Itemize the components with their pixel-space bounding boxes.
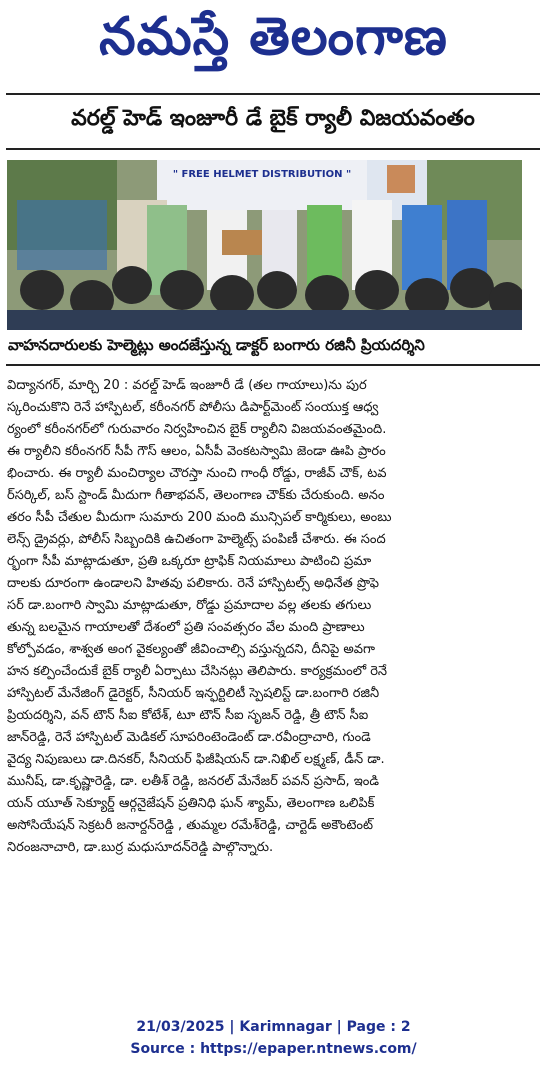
photo-banner-text: " FREE HELMET DISTRIBUTION " xyxy=(172,169,352,180)
body-line: ర్భంగా సీపీ మాట్లాడుతూ, ప్రతి ఒక్కరూ ట్రాఫిక్ నియమాలు పాటించి ప్రమా xyxy=(7,554,372,569)
body-line: నిరంజనాచారి, డా.బుర్ర మధుసూదన్‌రెడ్డి పాల్గొన్నారు. xyxy=(7,840,274,855)
article-headline: వరల్డ్ హెడ్ ఇంజూరీ డే బైక్ ర్యాలీ విజయవంతం xyxy=(71,106,475,131)
body-line: తున్న బలమైన గాయాలతో దేశంలో ప్రతి సంవత్సరం వేల మంది ప్రాణాలు xyxy=(7,620,365,635)
body-line: హాస్పిటల్ మేనేజింగ్ డైరెక్టర్, సీనియర్ ఇన్ఫర్టిలిటీ స్పెషలిస్ట్ డా.బంగారి రజినీ xyxy=(7,686,380,701)
top-divider xyxy=(6,93,540,95)
body-line: యన్ యూత్ సెక్యూర్డ్ ఆర్గనైజేషన్ ప్రతినిధి ఘన్ శ్యామ్, తెలంగాణ ఒలిపిక్ xyxy=(7,796,375,811)
masthead xyxy=(0,8,547,78)
body-line: జాన్‌రెడ్డి, రెనే హాస్పిటల్ మెడికల్ సూపరింటెండెంట్ డా.రవీంద్రాచారి, గుండె xyxy=(7,730,371,745)
body-line: భించారు. ఈ ర్యాలీ మంచిర్యాల చౌరస్తా నుంచి గాంధీ రోడ్డు, రాజీవ్ చౌక్, టవ xyxy=(7,466,387,481)
body-line: సర్ డా.బంగారి స్వామి మాట్లాడుతూ, రోడ్డు ప్రమాదాల వల్ల తలకు తగులు xyxy=(7,598,372,613)
body-line: ప్రియదర్శిని, వన్ టౌన్ సీఐ కోటేశ్, టూ టౌన్ సీఐ సృజన్ రెడ్డి, త్రీ టౌన్ సీఐ xyxy=(7,708,369,723)
body-line: విద్యానగర్, మార్చి 20 : వరల్డ్ హెడ్ ఇంజూరీ డే (తల గాయాలు)ను పుర xyxy=(7,378,367,393)
body-line: ర్‌సర్కిల్, బస్ స్టాండ్ మీదుగా గీతాభవన్, తెలంగాణ చౌక్‌కు చేరుకుంది. అనం xyxy=(7,488,385,503)
body-line: ర్యంలో కరీంనగర్‌లో గురువారం నిర్వహించిన బైక్ ర్యాలీని విజయవంతమైంది. xyxy=(7,422,387,437)
article-photo xyxy=(7,160,522,330)
footer xyxy=(0,1016,547,1060)
body-line: వైద్య నిపుణులు డా.దినకర్, సీనియర్ ఫిజీషియన్ డా.నిఖిల్ లక్ష్మణ్, డీన్ డా. xyxy=(7,752,385,767)
body-line: తరం సీపీ చేతుల మీదుగా సుమారు 200 మంది మున్సిపల్ కార్మికులు, అంబు xyxy=(7,510,392,525)
body-line: ఈ ర్యాలీని కరీంనగర్ సీపీ గౌస్ ఆలం, ఏసీపీ వెంకటస్వామి జెండా ఊపి ప్రారం xyxy=(7,444,386,459)
body-line: స్కరించుకొని రెనే హాస్పిటల్, కరీంనగర్ పోలీసు డిపార్ట్‌మెంట్ సంయుక్త ఆధ్వ xyxy=(7,400,379,415)
body-line: లెన్స్ డ్రైవర్లు, పోలీస్ సిబ్బందికి ఉచితంగా హెల్మెట్స్ పంపిణీ చేశారు. ఈ సంద xyxy=(7,532,386,547)
body-line: మునీష్, డా.కృష్ణారెడ్డి, డా. లతీశ్ రెడ్డి, జనరల్ మేనేజర్ పవన్ ప్రసాద్, ఇండి xyxy=(7,774,379,789)
footer-source-line: Source : https://epaper.ntnews.com/ xyxy=(130,1041,417,1057)
article-body xyxy=(7,375,529,859)
body-line: అసోసియేషన్ సెక్రటరీ జనార్దన్‌రెడ్డి , తుమ్మల రమేశ్‌రెడ్డి, చార్టెడ్ అకౌంటెంట్ xyxy=(7,818,373,833)
photo-caption: వాహనదారులకు హెల్మెట్లు అందజేస్తున్న డాక్టర్ బంగారు రజినీ ప్రియదర్శిని xyxy=(8,336,425,354)
masthead-title: నమస్తే తెలంగాణ xyxy=(99,6,448,67)
body-line: హన కల్పించేందుకే బైక్ ర్యాలీ ఏర్పాటు చేసినట్లు తెలిపారు. కార్యక్రమంలో రెనే xyxy=(7,664,388,679)
footer-date-line: 21/03/2025 | Karimnagar | Page : 2 xyxy=(136,1019,411,1035)
caption-divider xyxy=(6,364,540,366)
headline-divider xyxy=(6,148,540,150)
body-line: దాలకు దూరంగా ఉండాలని హితవు పలికారు. రెనే హాస్పిటల్స్ అధినేత ప్రొఫె xyxy=(7,576,380,591)
body-line: కోల్పోవడం, శాశ్వత అంగ వైకల్యంతో జీవించాల్సి వస్తున్నదని, దీనిపై అవగా xyxy=(7,642,375,657)
